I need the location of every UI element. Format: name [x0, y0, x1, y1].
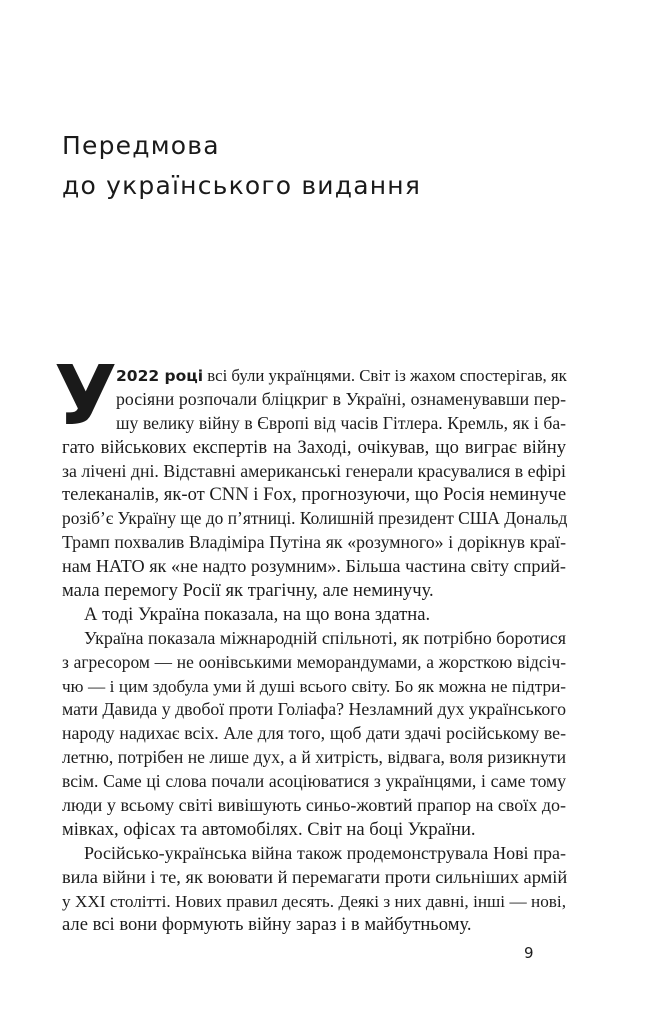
text-line: мівках, офісах та автомобілях. Світ на боці України. — [62, 818, 476, 840]
text-line: летню, потрібен не лише дух, а й хитрість, відвага, воля ризикнути — [62, 747, 566, 768]
chapter-title — [62, 126, 421, 206]
text-line: Україна показала міжнародній спільноті, як потрібно боротися — [84, 627, 566, 648]
text-line: за лічені дні. Відставні американські генерали красувалися в ефірі — [62, 460, 566, 481]
text-line: Російсько-українська війна також продемонструвала Нові пра- — [84, 842, 566, 863]
text-line: мати Давида у двобої проти Голіафа? Незламний дух українського — [62, 699, 566, 720]
text-line: але всі вони формують війну зараз і в майбутньому. — [62, 914, 472, 936]
text-line: Трамп похвалив Владіміра Путіна як «розумного» і дорікнув краї- — [62, 532, 566, 553]
page-number: 9 — [524, 944, 534, 962]
body-text — [54, 349, 568, 937]
text-line — [62, 364, 566, 388]
text-line-fragment: всі були українцями. Світ із жахом спостерігав, як — [203, 366, 567, 385]
chapter-title-line-1: Передмова — [62, 131, 220, 160]
text-line: мала перемогу Росії як трагічну, але неминучу. — [62, 580, 434, 602]
text-line: народу надихає всіх. Але для того, щоб дати здачі російському ве- — [62, 723, 566, 744]
text-line: вила війни і те, як воювати й перемагати проти сильніших армій — [62, 866, 568, 887]
text-line: люди у всьому світі вивішують синьо-жовтий прапор на своїх до- — [62, 795, 566, 816]
text-line: А тоді Україна показала, на що вона здатна. — [84, 603, 431, 625]
text-line: гато військових експертів на Заході, очікував, що виграє війну — [62, 436, 566, 458]
text-line: всім. Саме ці слова почали асоціюватися з українцями, і саме тому — [62, 771, 566, 792]
text-line: з агресором — не оонівськими меморандумами, а жорсткою відсіч- — [62, 651, 566, 672]
text-line: у XXI столітті. Нових правил десять. Деякі з них давні, інші — нові, — [62, 891, 566, 911]
drop-cap: У — [54, 349, 118, 444]
text-line: розіб’є Україну ще до п’ятниці. Колишній президент США Дональд — [62, 508, 568, 529]
lead-bold-text: 2022 році — [116, 367, 204, 385]
text-line: чю — і цим здобула уми й душі всього світу. Бо як можна не підтри- — [62, 676, 566, 696]
chapter-title-line-2: до українського видання — [62, 171, 422, 200]
text-line: росіяни розпочали бліцкриг в Україні, ознаменувавши пер- — [116, 388, 566, 409]
text-line: телеканалів, як-от CNN і Fox, прогнозуючи, що Росія неминуче — [62, 484, 567, 506]
text-line: нам НАТО як «не надто розумним». Більша частина світу сприй- — [62, 556, 566, 577]
text-line: шу велику війну в Європі від часів Гітлера. Кремль, як і ба- — [116, 412, 566, 433]
